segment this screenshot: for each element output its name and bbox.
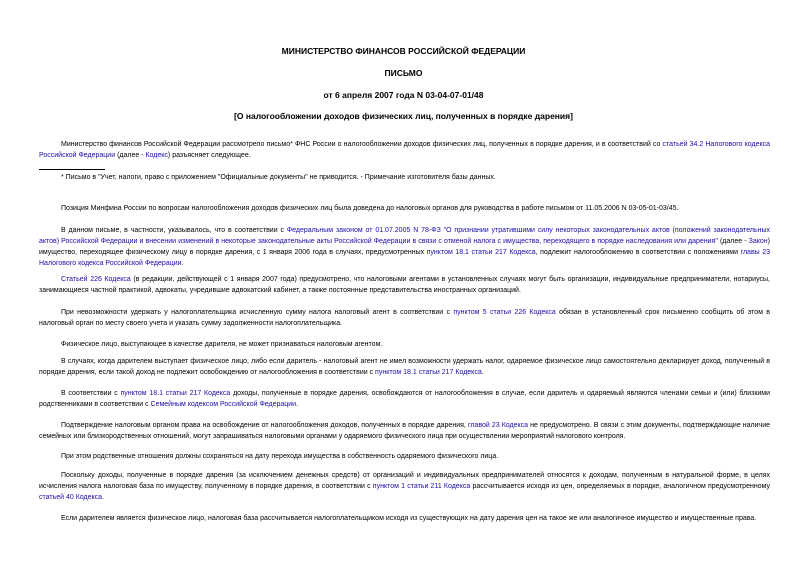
paragraph-in-kind-income bbox=[39, 470, 770, 503]
text-segment: Министерство финансов Российской Федерации рассмотрело письмо* ФНС России о налогообложении доходов физических лиц, полученных в порядке дарения, и в соответствий со bbox=[61, 141, 663, 148]
text-segment: . bbox=[481, 369, 484, 376]
text-segment: ) разъясняет следующее. bbox=[167, 152, 251, 159]
paragraph-donor-not-agent: Физическое лицо, выступающее в качестве дарителя, не может признаваться налоговым агентом. bbox=[61, 341, 383, 348]
ministry-heading: МИНИСТЕРСТВО ФИНАНСОВ РОССИЙСКОЙ ФЕДЕРАЦИИ bbox=[281, 46, 526, 56]
text-segment: Подтверждение налоговым органом права на освобождение от налогообложения доходов, полученных в порядке дарения, bbox=[61, 422, 468, 429]
text-segment: В данном письме, в частности, указывалось, что в соответствии с bbox=[61, 227, 287, 234]
link-article-34-2[interactable]: статьей 34.2 Налогового кодекса Российской Федерации bbox=[39, 141, 771, 159]
paragraph-kinship: При этом родственные отношения должны сохраняться на дату перехода имущества в собственность одаряемого физического лица. bbox=[61, 453, 499, 460]
paragraph-intro bbox=[39, 139, 770, 161]
text-segment: ) имущество, переходящее физическому лицу в порядке дарения, с 1 января 2006 года в случаях, предусмотренных bbox=[39, 238, 770, 256]
text-segment: Поскольку доходы, полученные в порядке дарения (за исключением денежных средств) от организаций и индивидуальных предпринимателей относятся к доходам, полученным в натуральной форме, в целях исчисления налога налоговая база по имуществу, полученному в порядке дарения, в соответствии с bbox=[39, 472, 770, 490]
link-chapter-23-code[interactable]: главой 23 Кодекса bbox=[467, 422, 529, 429]
link-article-40[interactable]: статьей 40 Кодекса bbox=[39, 494, 103, 501]
document-type-heading: ПИСЬМО bbox=[384, 68, 423, 78]
paragraph-position: Позиция Минфина России по вопросам налогообложения доходов физических лиц была доведена до налоговых органов для руководства в работе письмом от 11.05.2006 N 03-05-01-03/45. bbox=[61, 205, 679, 212]
link-clause-18-1-article-217[interactable]: пунктом 18.1 статьи 217 Кодекса bbox=[120, 390, 231, 397]
text-segment: . bbox=[102, 494, 104, 501]
text-segment: . bbox=[296, 401, 299, 408]
text-segment: В случаях, когда дарителем выступает физическое лицо, либо если даритель - налоговый агент не имел возможности удержать налог, одаряемое физическое лицо самостоятельно декларирует доход, полученный в порядке дарения, если такой доход не подлежит освобождению от налогообложения в соответствии с bbox=[39, 358, 770, 376]
text-segment: рассчитывается исходя из цен, определяемых в порядке, аналогичном предусмотренному bbox=[470, 483, 770, 490]
link-family-code[interactable]: Семейным кодексом Российской Федерации bbox=[150, 401, 297, 408]
footnote-divider bbox=[39, 169, 105, 170]
text-segment: не предусмотрено. В связи с этим документы, подтверждающие наличие семейных или близкородственных отношений, могут запрашиваться налоговыми органами у одаряемого физического лица при осуществлении мероприятий налогового контроля. bbox=[39, 422, 770, 440]
link-code[interactable]: Кодекс bbox=[145, 152, 168, 159]
footnote: * Письмо в "Учет, налоги, право с приложением "Официальные документы" не приводится. - Примечание изготовителя базы данных. bbox=[61, 174, 496, 181]
text-segment: (далее - bbox=[115, 152, 146, 159]
link-clause-1-article-211[interactable]: пунктом 1 статьи 211 Кодекса bbox=[372, 483, 471, 490]
link-federal-law-78fz[interactable]: Федеральным законом от 01.07.2005 N 78-ФЗ "О признании утратившими силу некоторых законодательных актов (положений законодательных актов) Российской Федерации и внесении изменений в некоторые законодательные акты Российской Федерации в связи с отменой налога с имущества, переходящего в порядке наследования или дарения" bbox=[39, 227, 770, 245]
paragraph-impossibility bbox=[39, 307, 770, 329]
text-segment: (в редакции, действующей с 1 января 2007 года) предусмотрено, что налоговыми агентами в установленных случаях могут быть организации, индивидуальные предприниматели, нотариусы, занимающиеся частной практикой, адвокаты, учредившие адвокатский кабинет, а также постоянные представительства иностранных организаций. bbox=[39, 276, 770, 294]
subject-heading: [О налогообложении доходов физических лиц, полученных в порядке дарения] bbox=[234, 111, 573, 121]
paragraph-confirmation bbox=[39, 420, 770, 442]
paragraph-self-declaration bbox=[39, 356, 770, 378]
link-law[interactable]: Закон bbox=[748, 238, 768, 245]
text-segment: (далее - bbox=[717, 238, 749, 245]
text-segment: При невозможности удержать у налогоплательщика исчисленную сумму налога налоговый агент в соответствии с bbox=[61, 309, 454, 316]
paragraph-exemption bbox=[39, 388, 770, 410]
link-article-226[interactable]: Статьей 226 Кодекса bbox=[61, 276, 131, 283]
paragraph-tax-base: Если дарителем является физическое лицо, налоговая база рассчитывается налогоплательщиком исходя из существующих на дату дарения цен на такое же или аналогичное имущество и имущественные права. bbox=[61, 515, 757, 522]
text-segment: . bbox=[181, 260, 184, 267]
paragraph-federal-law bbox=[39, 225, 770, 269]
paragraph-tax-agents bbox=[39, 274, 770, 296]
link-clause-18-1-article-217[interactable]: пунктом 18.1 статьи 217 Кодекса bbox=[426, 249, 536, 256]
date-number-heading: от 6 апреля 2007 года N 03-04-07-01/48 bbox=[323, 90, 484, 100]
text-segment: В соответствии с bbox=[61, 390, 121, 397]
text-segment: обязан в установленный срок письменно сообщить об этом в налоговый орган по месту своего учета и указать сумму задолженности налогоплательщика. bbox=[39, 309, 770, 327]
link-chapter-23[interactable]: главы 23 Налогового кодекса Российской Федерации bbox=[39, 249, 771, 267]
link-clause-18-1-article-217[interactable]: пунктом 18.1 статьи 217 Кодекса bbox=[375, 369, 482, 376]
text-segment: доходы, полученные в порядке дарения, освобождаются от налогообложения в случае, если даритель и одаряемый являются членами семьи и (или) близкими родственниками в соответствии с bbox=[39, 390, 771, 408]
text-segment: , подлежит налогообложению в соответствии с положениями bbox=[535, 249, 741, 256]
link-clause-5-article-226[interactable]: пунктом 5 статьи 226 Кодекса bbox=[453, 309, 556, 316]
